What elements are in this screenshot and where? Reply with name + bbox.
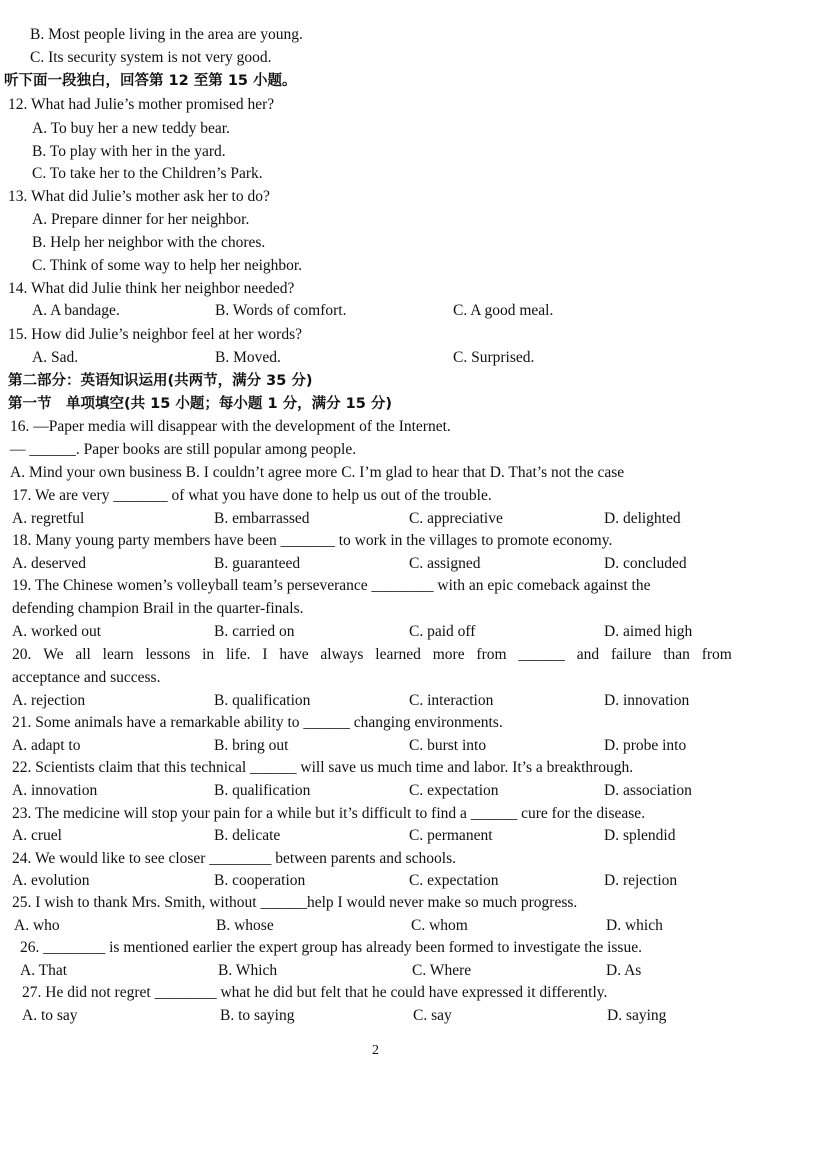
- q25-option-d: D. which: [606, 917, 663, 934]
- q20-word: all: [75, 646, 91, 663]
- q23-option-b: B. delicate: [214, 827, 281, 844]
- q26-option-b: B. Which: [218, 962, 278, 979]
- q20-stem-line1: [12, 645, 732, 665]
- section1-title: 第一节 单项填空(共 15 小题；每小题 1 分，满分 15 分): [8, 396, 392, 412]
- q20-option-a: A. rejection: [12, 692, 86, 709]
- part2-title: 第二部分：英语知识运用(共两节，满分 35 分): [8, 373, 313, 389]
- q11-option-c: C. Its security system is not very good.: [30, 49, 272, 66]
- q20-option-d: D. innovation: [604, 692, 690, 709]
- q12-option-a: A. To buy her a new teddy bear.: [32, 120, 230, 137]
- q25-stem: 25. I wish to thank Mrs. Smith, without ______help I would never make so much progress.: [12, 894, 578, 911]
- q25-option-a: A. who: [14, 917, 60, 934]
- q13-option-a: A. Prepare dinner for her neighbor.: [32, 211, 250, 228]
- q12-option-b: B. To play with her in the yard.: [32, 143, 226, 160]
- q20-word: always: [320, 646, 364, 663]
- page-number: 2: [372, 1043, 379, 1058]
- q18-option-a: A. deserved: [12, 555, 87, 572]
- q12-option-c: C. To take her to the Children’s Park.: [32, 165, 263, 182]
- q20-word: in: [202, 646, 215, 663]
- q27-option-c: C. say: [413, 1007, 452, 1024]
- q14-option-a: A. A bandage.: [32, 302, 120, 319]
- q21-option-d: D. probe into: [604, 737, 687, 754]
- q16-options: A. Mind your own business B. I couldn’t agree more C. I’m glad to hear that D. That’s not the case: [10, 464, 625, 481]
- q24-option-b: B. cooperation: [214, 872, 306, 889]
- q17-option-a: A. regretful: [12, 510, 85, 527]
- q26-option-c: C. Where: [412, 962, 472, 979]
- q24-stem: 24. We would like to see closer ________ between parents and schools.: [12, 850, 456, 867]
- q20-word: learn: [102, 646, 134, 663]
- q20-word: have: [279, 646, 309, 663]
- q27-option-b: B. to saying: [220, 1007, 295, 1024]
- q22-stem: 22. Scientists claim that this technical ______ will save us much time and labor. It’s a breakthrough.: [12, 759, 634, 776]
- q18-option-c: C. assigned: [409, 555, 481, 572]
- q13-stem: 13. What did Julie’s mother ask her to do?: [8, 188, 270, 205]
- q16-line1: 16. —Paper media will disappear with the development of the Internet.: [10, 418, 451, 435]
- q21-option-a: A. adapt to: [12, 737, 81, 754]
- q15-option-b: B. Moved.: [215, 349, 281, 366]
- monologue-instruction: 听下面一段独白，回答第 12 至第 15 小题。: [4, 73, 297, 89]
- q19-stem-line2: defending champion Brail in the quarter-finals.: [12, 600, 304, 617]
- q20-word: lessons: [145, 646, 191, 663]
- q17-option-b: B. embarrassed: [214, 510, 310, 527]
- q20-word: learned: [375, 646, 421, 663]
- q20-word: We: [43, 646, 64, 663]
- q15-option-c: C. Surprised.: [453, 349, 535, 366]
- q19-option-a: A. worked out: [12, 623, 102, 640]
- q20-word: more: [432, 646, 465, 663]
- q13-option-c: C. Think of some way to help her neighbor.: [32, 257, 303, 274]
- q21-option-c: C. burst into: [409, 737, 487, 754]
- q22-option-c: C. expectation: [409, 782, 499, 799]
- q20-word: than: [663, 646, 690, 663]
- q19-stem-line1: 19. The Chinese women’s volleyball team’s perseverance ________ with an epic comeback against the: [12, 577, 651, 594]
- q16-line2: — ______. Paper books are still popular among people.: [10, 441, 357, 458]
- q13-option-b: B. Help her neighbor with the chores.: [32, 234, 266, 251]
- q23-option-d: D. splendid: [604, 827, 676, 844]
- q23-stem: 23. The medicine will stop your pain for a while but it’s difficult to find a ______ cure for the disease.: [12, 805, 646, 822]
- q20-word: 20.: [12, 646, 32, 663]
- q20-option-b: B. qualification: [214, 692, 311, 709]
- q27-option-d: D. saying: [607, 1007, 667, 1024]
- q20-word: failure: [610, 646, 652, 663]
- q22-option-d: D. association: [604, 782, 692, 799]
- q20-stem-line2: acceptance and success.: [12, 669, 161, 686]
- q24-option-a: A. evolution: [12, 872, 90, 889]
- q20-word: I: [262, 646, 268, 663]
- q23-option-a: A. cruel: [12, 827, 62, 844]
- q15-stem: 15. How did Julie’s neighbor feel at her words?: [8, 326, 303, 343]
- q19-option-b: B. carried on: [214, 623, 295, 640]
- q26-option-d: D. As: [606, 962, 642, 979]
- q24-option-c: C. expectation: [409, 872, 499, 889]
- q26-option-a: A. That: [20, 962, 68, 979]
- q17-option-c: C. appreciative: [409, 510, 503, 527]
- q11-option-b: B. Most people living in the area are young.: [30, 26, 303, 43]
- q20-word: ______: [518, 646, 565, 663]
- q20-option-c: C. interaction: [409, 692, 494, 709]
- q18-option-b: B. guaranteed: [214, 555, 301, 572]
- q14-option-c: C. A good meal.: [453, 302, 554, 319]
- q12-stem: 12. What had Julie’s mother promised her?: [8, 96, 275, 113]
- q14-option-b: B. Words of comfort.: [215, 302, 347, 319]
- q15-option-a: A. Sad.: [32, 349, 79, 366]
- q26-stem: 26. ________ is mentioned earlier the expert group has already been formed to investigate the issue.: [20, 939, 642, 956]
- q20-word: and: [576, 646, 600, 663]
- q17-stem: 17. We are very _______ of what you have done to help us out of the trouble.: [12, 487, 492, 504]
- q19-option-c: C. paid off: [409, 623, 476, 640]
- q22-option-b: B. qualification: [214, 782, 311, 799]
- q21-stem: 21. Some animals have a remarkable ability to ______ changing environments.: [12, 714, 503, 731]
- q23-option-c: C. permanent: [409, 827, 493, 844]
- q24-option-d: D. rejection: [604, 872, 678, 889]
- q18-stem: 18. Many young party members have been _______ to work in the villages to promote economy.: [12, 532, 613, 549]
- q20-word: from: [476, 646, 507, 663]
- q27-option-a: A. to say: [22, 1007, 78, 1024]
- q22-option-a: A. innovation: [12, 782, 98, 799]
- q20-word: from: [701, 646, 732, 663]
- q20-word: life.: [225, 646, 251, 663]
- q21-option-b: B. bring out: [214, 737, 289, 754]
- q17-option-d: D. delighted: [604, 510, 681, 527]
- q25-option-c: C. whom: [411, 917, 468, 934]
- q14-stem: 14. What did Julie think her neighbor needed?: [8, 280, 295, 297]
- q27-stem: 27. He did not regret ________ what he did but felt that he could have expressed it differently.: [22, 984, 608, 1001]
- q18-option-d: D. concluded: [604, 555, 687, 572]
- q25-option-b: B. whose: [216, 917, 274, 934]
- q19-option-d: D. aimed high: [604, 623, 693, 640]
